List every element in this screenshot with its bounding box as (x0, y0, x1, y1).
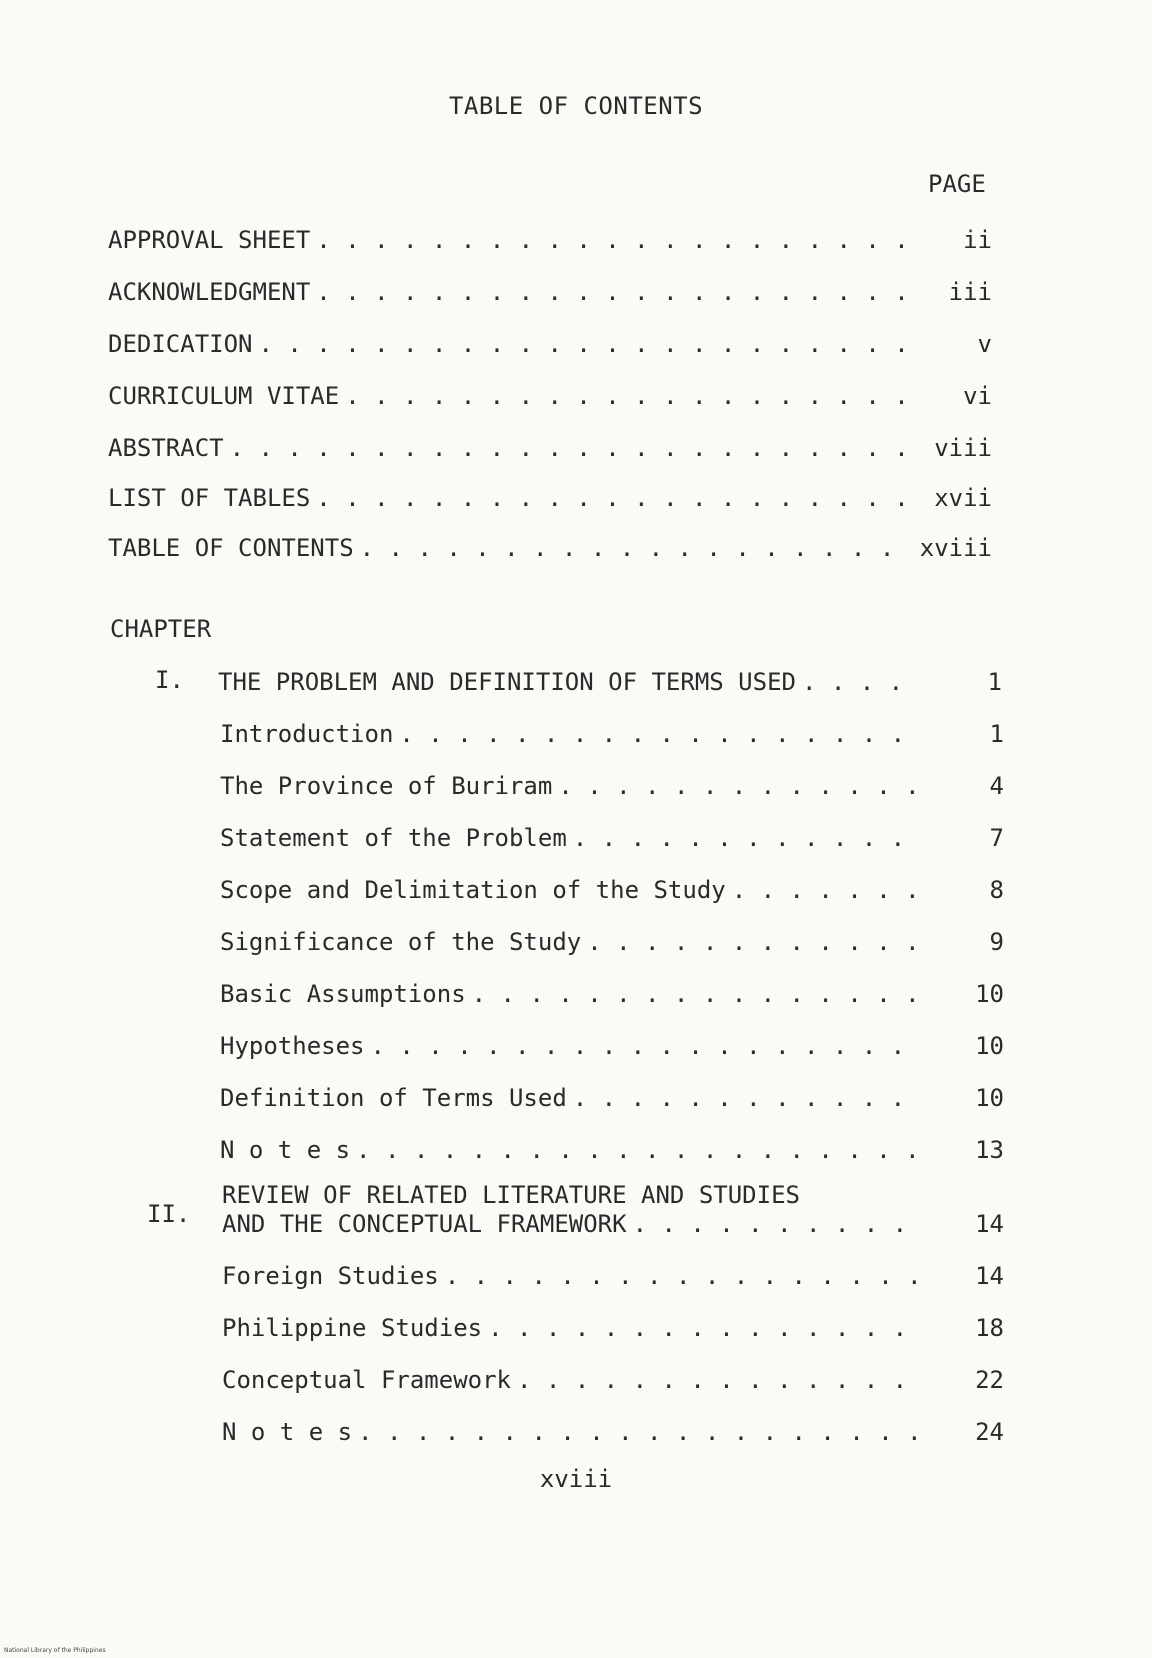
toc-entry: Hypotheses . . . 10 (220, 1028, 1004, 1060)
chapter-title-line1: REVIEW OF RELATED LITERATURE AND STUDIES (222, 1181, 800, 1209)
dot-leader (558, 772, 922, 800)
chapter-title-entry: THE PROBLEM AND DEFINITION OF TERMS USED . . . 1 (218, 664, 1002, 696)
page-title: TABLE OF CONTENTS (448, 92, 704, 120)
toc-entry: Philippine Studies . . . 18 (222, 1310, 1004, 1342)
toc-entry: Basic Assumptions . . . 10 (220, 976, 1004, 1008)
dot-leader (360, 534, 910, 562)
toc-entry: ABSTRACT . . . viii (108, 430, 992, 462)
toc-entry: Scope and Delimitation of the Study . . . 8 (220, 872, 1004, 904)
toc-entry: Introduction . . . 1 (220, 716, 1004, 748)
dot-leader (371, 1032, 923, 1060)
toc-entry: The Province of Buriram . . . 4 (220, 768, 1004, 800)
dot-leader (259, 330, 911, 358)
toc-entry: N o t e s . . . 13 (220, 1132, 1004, 1164)
chapter-number: I. (155, 666, 184, 694)
dot-leader (802, 668, 920, 696)
dot-leader (587, 928, 922, 956)
toc-entry: Foreign Studies . . . 14 (222, 1258, 1004, 1290)
dot-leader (445, 1262, 922, 1290)
toc-entry: N o t e s . . . 24 (222, 1414, 1004, 1446)
dot-leader (399, 720, 922, 748)
toc-entry: DEDICATION . . . v (108, 326, 992, 358)
dot-leader (488, 1314, 922, 1342)
dot-leader (573, 1084, 922, 1112)
dot-leader (316, 278, 910, 306)
dot-leader (356, 1136, 922, 1164)
dot-leader (633, 1210, 922, 1238)
toc-entry: APPROVAL SHEET . . . ii (108, 222, 992, 254)
toc-entry: Statement of the Problem . . . 7 (220, 820, 1004, 852)
page-column-header: PAGE (928, 170, 986, 198)
dot-leader (573, 824, 922, 852)
toc-entry: ACKNOWLEDGMENT . . . iii (108, 274, 992, 306)
chapter-heading: CHAPTER (110, 615, 212, 643)
dot-leader (517, 1366, 922, 1394)
toc-entry: Definition of Terms Used . . . 10 (220, 1080, 1004, 1112)
toc-entry: CURRICULUM VITAE . . . vi (108, 378, 992, 410)
chapter-number: II. (147, 1200, 191, 1228)
toc-entry: Significance of the Study . . . 9 (220, 924, 1004, 956)
toc-entry: Conceptual Framework . . . 22 (222, 1362, 1004, 1394)
chapter-title-entry: AND THE CONCEPTUAL FRAMEWORK . . . 14 (222, 1206, 1004, 1238)
dot-leader (345, 382, 910, 410)
toc-entry: LIST OF TABLES . . . xvii (108, 480, 992, 512)
dot-leader (358, 1418, 922, 1446)
dot-leader (316, 484, 910, 512)
dot-leader (316, 226, 910, 254)
dot-leader (472, 980, 922, 1008)
toc-entry: TABLE OF CONTENTS . . . xviii (108, 530, 992, 562)
footer-page-number: xviii (539, 1465, 613, 1493)
dot-leader (732, 876, 922, 904)
scan-credit: National Library of the Philippines (4, 1647, 106, 1654)
dot-leader (230, 434, 910, 462)
